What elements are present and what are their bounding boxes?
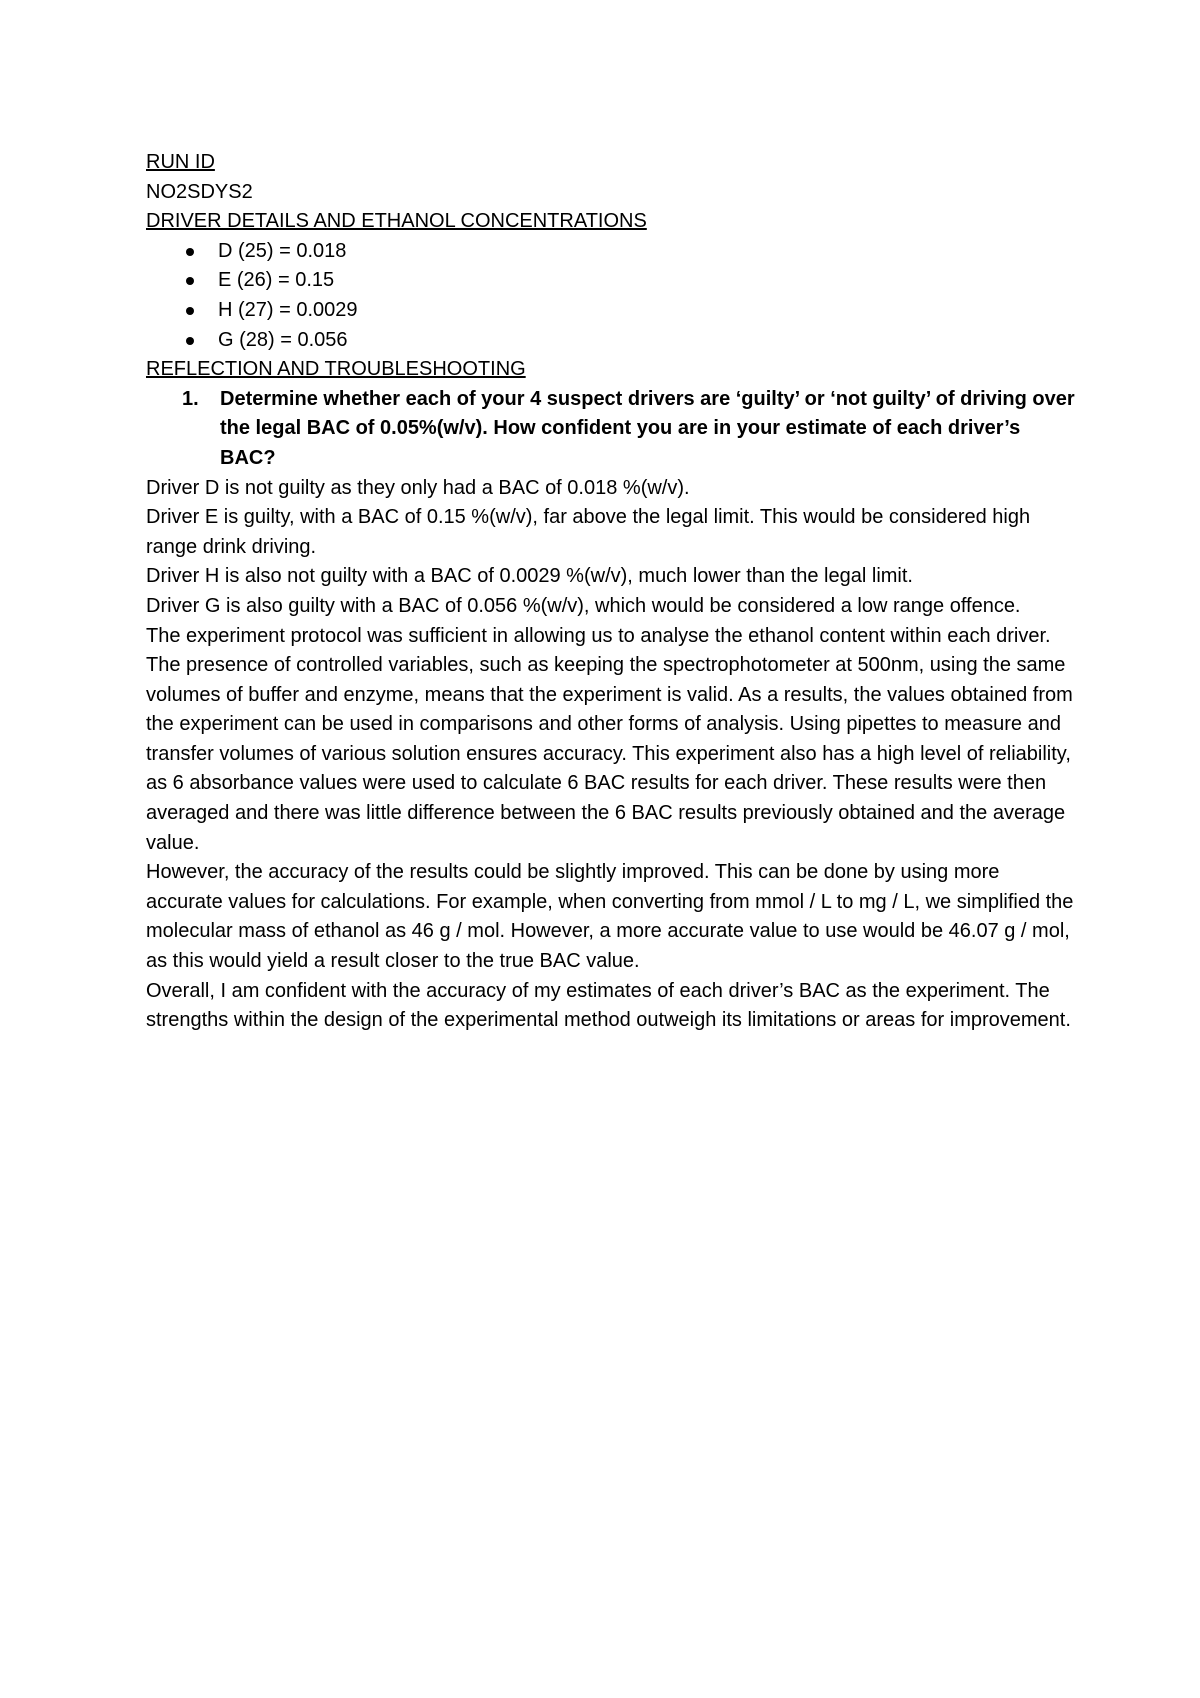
driver-item-text: H (27) = 0.0029 xyxy=(218,298,358,321)
driver-item xyxy=(146,237,1080,267)
run-id-value: NO2SDYS2 xyxy=(146,180,253,203)
answer-paragraph: Overall, I am confident with the accuracy of my estimates of each driver’s BAC as the experiment. The strengths within the design of the experimental method outweigh its limitations or areas for improvement. xyxy=(146,979,1071,1032)
bullet-icon xyxy=(186,337,194,345)
driver-item xyxy=(146,266,1080,296)
bullet-icon xyxy=(186,277,194,285)
answer-paragraph: Driver G is also guilty with a BAC of 0.056 %(w/v), which would be considered a low range offence. xyxy=(146,594,1021,617)
driver-details-heading: DRIVER DETAILS AND ETHANOL CONCENTRATIONS xyxy=(146,210,647,233)
run-id-heading: RUN ID xyxy=(146,151,215,173)
driver-item-text: D (25) = 0.018 xyxy=(218,239,347,262)
question-number: 1. xyxy=(182,387,199,410)
answer-paragraph: Driver D is not guilty as they only had a BAC of 0.018 %(w/v). xyxy=(146,476,690,499)
driver-item xyxy=(146,326,1080,356)
answer-paragraph: Driver E is guilty, with a BAC of 0.15 %(w/v), far above the legal limit. This would be considered high range drink driving. xyxy=(146,506,1031,558)
driver-item-text: E (26) = 0.15 xyxy=(218,269,335,292)
driver-item xyxy=(146,296,1080,326)
answer-paragraph: The experiment protocol was sufficient in allowing us to analyse the ethanol content within each driver. The presence of controlled variables, such as keeping the spectrophotometer at 500nm, using the same volumes of buffer and enzyme, means that the experiment is valid. As a results, the values obtained from the experiment can be used in comparisons and other forms of analysis. Using pipettes to measure and transfer volumes of various solution ensures accuracy. This experiment also has a high level of reliability, as 6 absorbance values were used to calculate 6 BAC results for each driver. These results were then averaged and there was little difference between the 6 BAC results previously obtained and the average value. xyxy=(146,624,1073,854)
bullet-icon xyxy=(186,248,194,256)
answer-paragraph: Driver H is also not guilty with a BAC of 0.0029 %(w/v), much lower than the legal limit. xyxy=(146,565,913,588)
driver-item-text: G (28) = 0.056 xyxy=(218,328,348,351)
answer-paragraph: However, the accuracy of the results could be slightly improved. This can be done by using more accurate values for calculations. For example, when converting from mmol / L to mg / L, we simplified the molecular mass of ethanol as 46 g / mol. However, a more accurate value to use would be 46.07 g / mol, as this would yield a result closer to the true BAC value. xyxy=(146,861,1074,973)
driver-list xyxy=(146,237,1080,355)
question-1 xyxy=(146,385,1080,474)
question-text: Determine whether each of your 4 suspect drivers are ‘guilty’ or ‘not guilty’ of driving over the legal BAC of 0.05%(w/v). How confident you are in your estimate of each driver’s BAC? xyxy=(220,387,1075,469)
reflection-heading: REFLECTION AND TROUBLESHOOTING xyxy=(146,358,526,381)
bullet-icon xyxy=(186,307,194,315)
